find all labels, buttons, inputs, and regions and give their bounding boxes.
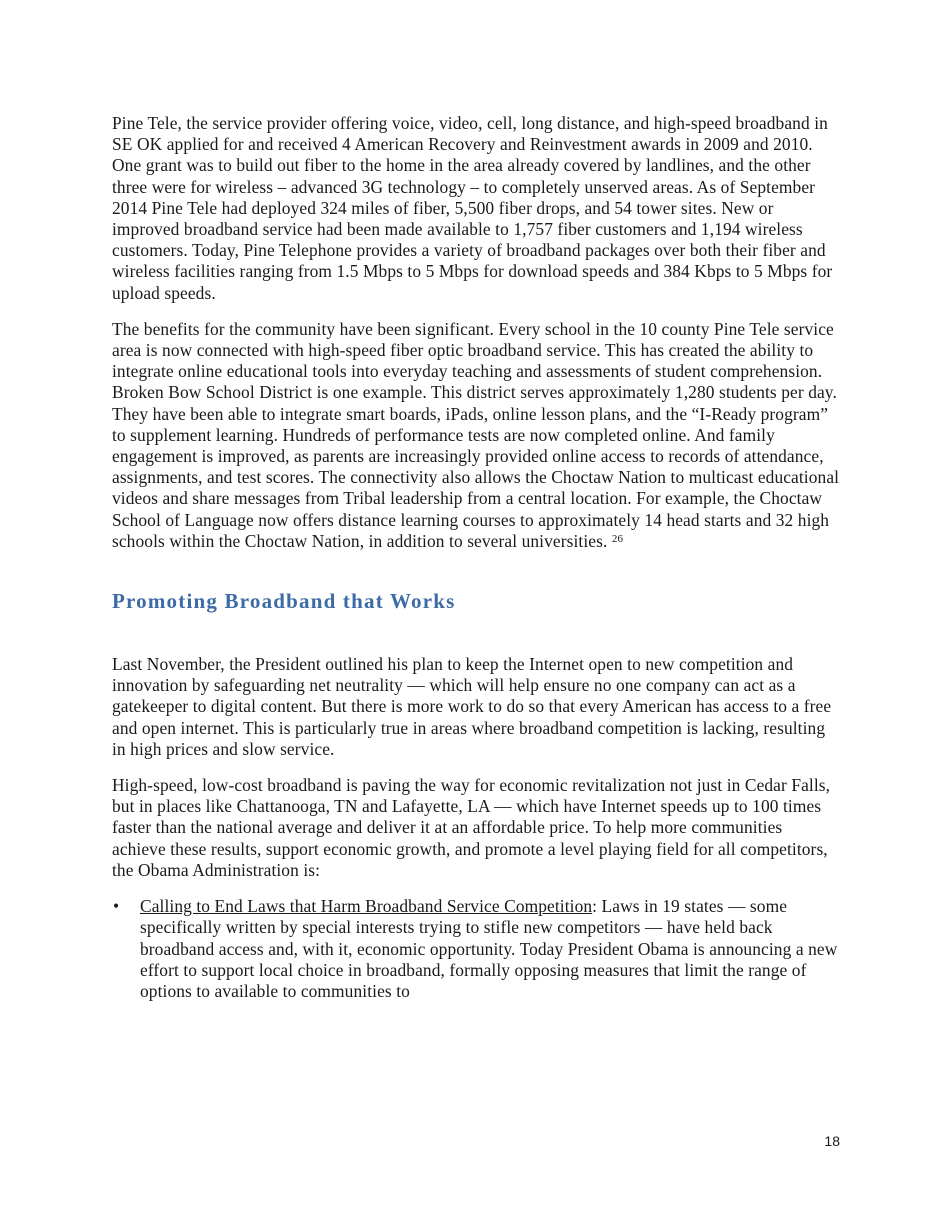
- bullet-title: Calling to End Laws that Harm Broadband Service Competition: [140, 896, 593, 917]
- page-number: 18: [824, 1133, 840, 1149]
- footnote-marker: 26: [611, 532, 624, 545]
- section-heading: Promoting Broadband that Works: [112, 589, 456, 614]
- bullet-list: [112, 896, 840, 1002]
- paragraph-community-benefits-text: The benefits for the community have been significant. Every school in the 10 county Pine Tele service area is now connected with high-speed fiber optic broadband service. This has created the ability to integrate online educational tools into everyday teaching and assessments of student comprehension. Broken Bow School District is one example. This district serves approximately 1,280 students per day. They have been able to integrate smart boards, iPads, online lesson plans, and the “I-Ready program” to supplement learning. Hundreds of performance tests are now completed online. And family engagement is improved, as parents are increasingly provided online access to records of attendance, assignments, and test scores. The connectivity also allows the Choctaw Nation to multicast educational videos and share messages from Tribal leadership from a central location. For example, the Choctaw School of Language now offers distance learning courses to approximately 14 head starts and 32 high schools within the Choctaw Nation, in addition to several universities.: [112, 318, 840, 551]
- paragraph-high-speed: High-speed, low-cost broadband is paving the way for economic revitalization not just in Cedar Falls, but in places like Chattanooga, TN and Lafayette, LA — which have Internet speeds up to 100 times faster than the national average and deliver it at an affordable price. To help more communities achieve these results, support economic growth, and promote a level playing field for all competitors, the Obama Administration is:: [112, 775, 831, 880]
- bullet-icon: •: [113, 896, 120, 917]
- bullet-item: [112, 896, 840, 1002]
- paragraph-last-november: Last November, the President outlined his plan to keep the Internet open to new competition and innovation by safeguarding net neutrality — which will help ensure no one company can act as a gatekeeper to digital content. But there is more work to do so that every American has access to a free and open internet. This is particularly true in areas where broadband competition is lacking, resulting in high prices and slow service.: [112, 654, 832, 759]
- bullet-text: : Laws in 19 states — some specifically written by special interests trying to stifle new competitors — have held back broadband access and, with it, economic opportunity. Today President Obama is announcing a new effort to support local choice in broadband, formally opposing measures that limit the range of options to available to communities to: [140, 896, 838, 1001]
- document-body: [112, 110, 840, 1002]
- paragraph-community-benefits: [112, 319, 840, 552]
- paragraph-pine-tele: Pine Tele, the service provider offering voice, video, cell, long distance, and high-speed broadband in SE OK applied for and received 4 American Recovery and Reinvestment awards in 2009 and 2010. One grant was to build out fiber to the home in the area already covered by landlines, and the other three were for wireless – advanced 3G technology – to completely unserved areas. As of September 2014 Pine Tele had deployed 324 miles of fiber, 5,500 fiber drops, and 54 tower sites. New or improved broadband service had been made available to 1,757 fiber customers and 1,194 wireless customers. Today, Pine Telephone provides a variety of broadband packages over both their fiber and wireless facilities ranging from 1.5 Mbps to 5 Mbps for download speeds and 384 Kbps to 5 Mbps for upload speeds.: [112, 113, 833, 303]
